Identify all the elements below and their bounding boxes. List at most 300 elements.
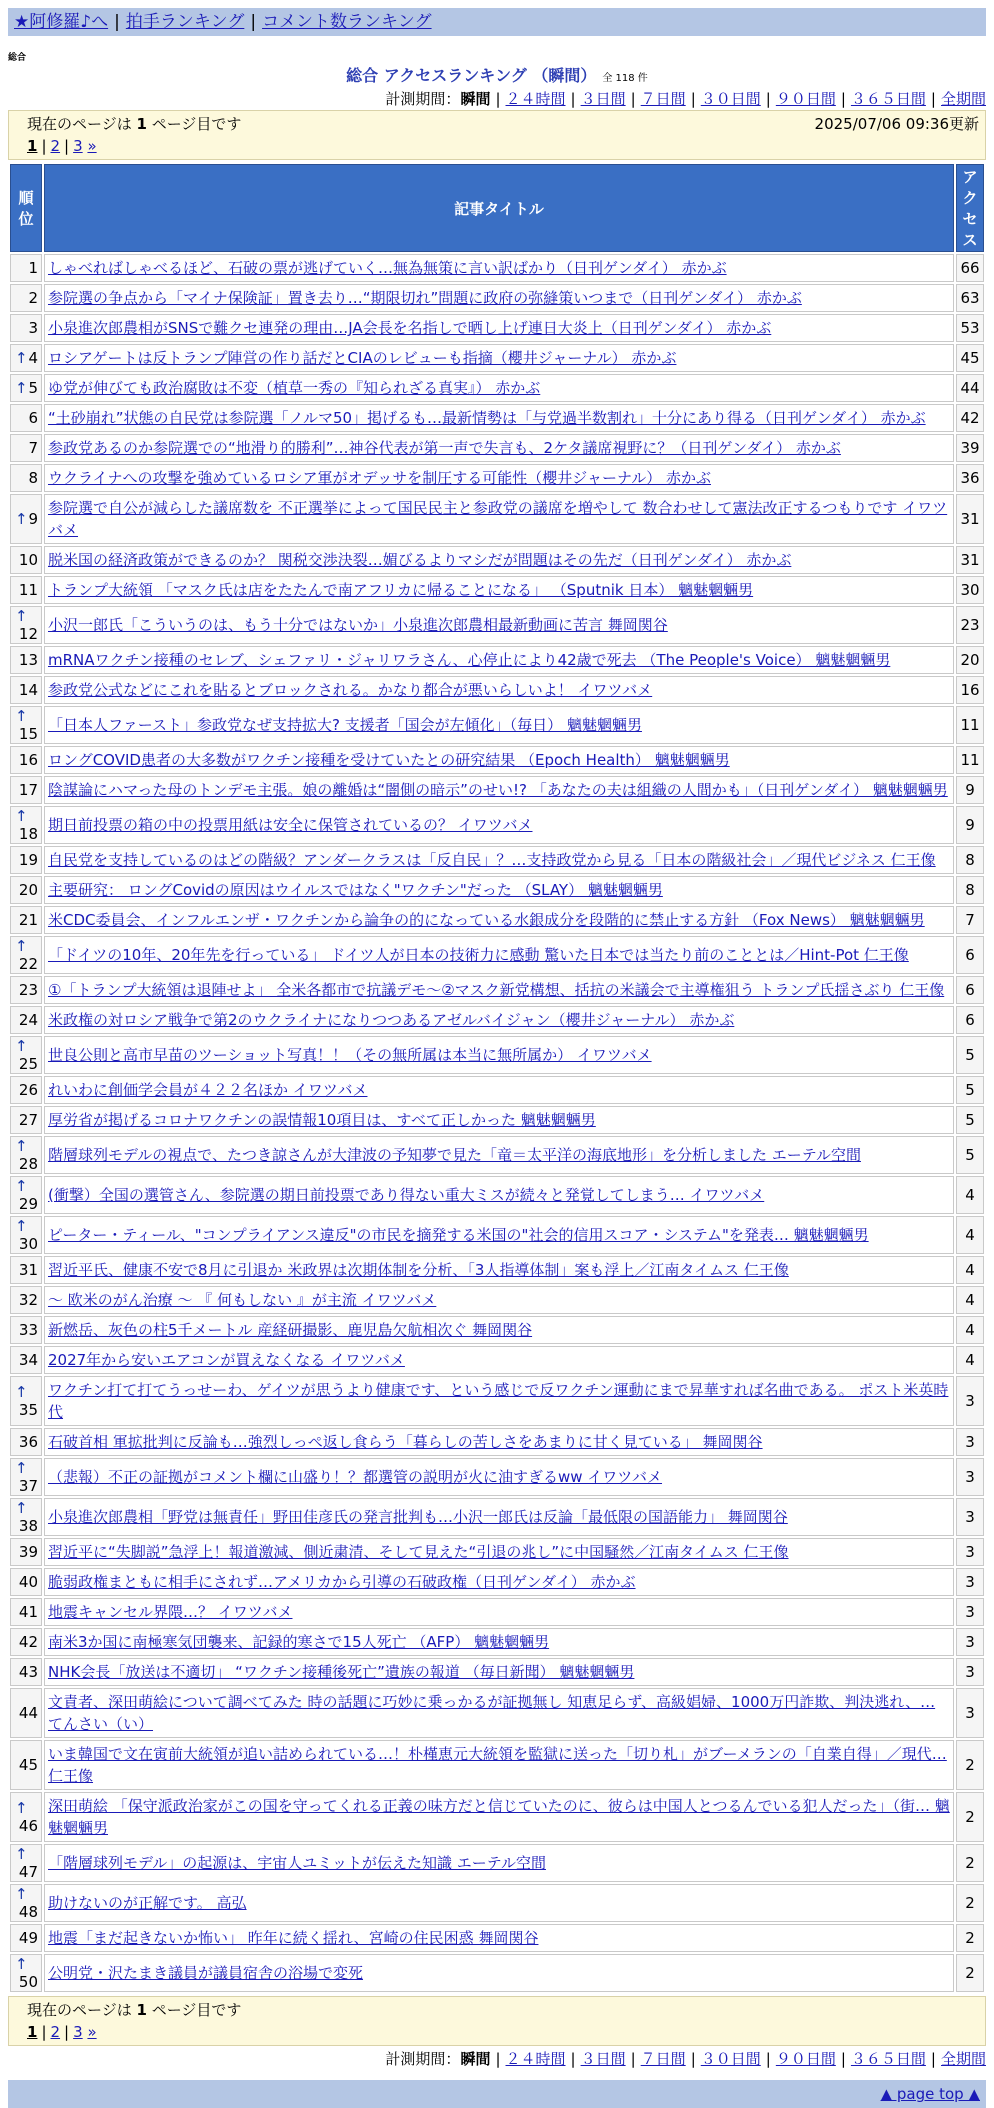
table-row [10,1286,984,1314]
article-link[interactable]: 参院選で自公が減らした議席数を 不正選挙によって国民民主と参政党の議席を増やして 数合わせして憲法改正するつもりです イワツバメ [48,499,948,539]
article-link[interactable]: ロシアゲートは反トランプ陣営の作り話だとCIAのレビューも指摘（櫻井ジャーナル） 赤かぶ [48,349,677,367]
ranking-heading [0,64,994,88]
access-count: 3 [956,1428,984,1456]
title-cell [44,1346,954,1374]
rank-number: 3 [28,319,38,337]
page-link-3[interactable]: 3 [73,2023,83,2041]
access-count: 5 [956,1076,984,1104]
article-link[interactable]: しゃべればしゃべるほど、石破の票が逃げていく…無為無策に言い訳ばかり（日刊ゲンダイ） 赤かぶ [48,259,727,277]
rank-cell [10,1740,42,1790]
title-cell [44,1498,954,1536]
nav-link-comment-ranking[interactable]: コメント数ランキング [262,12,432,32]
period-option-4[interactable]: ３０日間 [700,90,761,108]
period-option-5[interactable]: ９０日間 [775,2050,836,2068]
rank-number: 4 [28,349,38,367]
rank-cell [10,1256,42,1284]
article-link[interactable]: 小沢一郎氏「こういうのは、もう十分ではないか」小泉進次郎農相最新動画に苦言 舞岡関谷 [48,616,668,634]
table-row [10,254,984,282]
rank-up-arrow-icon: ↑ [15,1885,28,1903]
title-cell [44,876,954,904]
rank-number: 5 [28,379,38,397]
table-row [10,776,984,804]
article-link[interactable]: （悲報）不正の証拠がコメント欄に山盛り！？都選管の説明が火に油すぎるww イワツバメ [48,1468,663,1486]
table-row [10,494,984,544]
rank-up-arrow-icon: ↑ [15,1955,28,1973]
rank-number: 43 [18,1663,38,1681]
period-separator: | [630,90,636,108]
article-link[interactable]: 期日前投票の箱の中の投票用紙は安全に保管されているの？ イワツバメ [48,816,533,834]
title-cell [44,646,954,674]
access-count: 9 [956,776,984,804]
rank-cell [10,1954,42,1992]
rank-cell [10,746,42,774]
access-count: 53 [956,314,984,342]
article-link[interactable]: 階層球列モデルの視点で、たつき諒さんが大津波の予知夢で見た「竜＝太平洋の海底地形」を分析しました エーテル空間 [48,1146,861,1164]
rank-number: 16 [18,751,38,769]
title-cell [44,1658,954,1686]
period-option-2[interactable]: ３日間 [580,90,626,108]
nav-link-asyura[interactable]: ★阿修羅♪へ [14,12,109,32]
page-link-2[interactable]: 2 [50,137,61,155]
access-count: 5 [956,1106,984,1134]
rank-number: 26 [18,1081,38,1099]
table-row [10,646,984,674]
rank-up-arrow-icon: ↑ [15,1845,28,1863]
article-link[interactable]: れいわに創価学会員が４２２名ほか イワツバメ [48,1081,368,1099]
rank-number: 10 [18,551,38,569]
period-option-0: 瞬間 [460,2050,491,2068]
table-row [10,1844,984,1882]
title-cell [44,676,954,704]
table-row [10,1106,984,1134]
access-count: 3 [956,1688,984,1738]
access-count: 2 [956,1884,984,1922]
rank-number: 35 [18,1401,38,1419]
article-link[interactable]: 新燃岳、灰色の柱5千メートル 産経研撮影、鹿児島欠航相次ぐ 舞岡関谷 [48,1321,533,1339]
access-count: 31 [956,494,984,544]
title-cell [44,776,954,804]
title-cell [44,1136,954,1174]
rank-cell [10,606,42,644]
rank-number: 21 [18,911,38,929]
rank-cell [10,464,42,492]
rank-cell [10,776,42,804]
article-link[interactable]: ～ 欧米のがん治療 ～ 『 何もしない 』が主流 イワツバメ [48,1291,437,1309]
rank-cell [10,1376,42,1426]
article-link[interactable]: 2027年から安いエアコンが買えなくなる イワツバメ [48,1351,405,1369]
access-count: 8 [956,846,984,874]
access-count: 2 [956,1924,984,1952]
rank-number: 23 [18,981,38,999]
rank-number: 41 [18,1603,38,1621]
title-cell [44,936,954,974]
access-count: 63 [956,284,984,312]
rank-up-arrow-icon: ↑ [15,1217,28,1235]
period-option-3[interactable]: ７日間 [640,2050,686,2068]
period-separator: | [840,90,846,108]
rank-number: 36 [18,1433,38,1451]
article-link[interactable]: ワクチン打て打てうっせーわ、ゲイツが思うより健康です、という感じで反ワクチン運動にまで昇華すれば名曲である。 ポスト米英時代 [48,1381,949,1421]
rank-number: 37 [18,1477,38,1495]
rank-cell [10,314,42,342]
title-cell [44,344,954,372]
article-link[interactable]: “土砂崩れ”状態の自民党は参院選「ノルマ50」掲げるも…最新情勢は「与党過半数割れ」十分にあり得る（日刊ゲンダイ） 赤かぶ [48,409,926,427]
rank-cell [10,1176,42,1214]
article-link[interactable]: ロングCOVID患者の大多数がワクチン接種を受けていたとの研究結果 （Epoch Health） 魑魅魍魎男 [48,751,730,769]
rank-cell [10,404,42,432]
rank-cell [10,1136,42,1174]
title-cell [44,1740,954,1790]
title-cell [44,404,954,432]
table-row [10,1884,984,1922]
page-separator: | [41,2023,47,2041]
period-selector-bottom [0,2048,986,2070]
rank-number: 7 [28,439,38,457]
rank-number: 38 [18,1517,38,1535]
table-row [10,284,984,312]
nav-separator: | [250,12,257,32]
access-count: 39 [956,434,984,462]
article-link[interactable]: トランプ大統領 「マスク氏は店をたたんで南アフリカに帰ることになる」 （Sputnik 日本） 魑魅魍魎男 [48,581,754,599]
category-label: 総合 [8,53,27,63]
access-count: 2 [956,1740,984,1790]
access-count: 6 [956,936,984,974]
rank-cell [10,1346,42,1374]
article-link[interactable]: 文責者、深田萌絵について調べてみた 時の話題に巧妙に乗っかるが証拠無し 知恵足らず、高級娼婦、1000万円詐欺、判決逃れ、… てんさい（い） [48,1693,936,1733]
title-cell [44,284,954,312]
access-count: 4 [956,1216,984,1254]
article-link[interactable]: 小泉進次郎農相がSNSで難クセ連発の理由…JA会長を名指しで晒し上げ連日大炎上（日刊ゲンダイ） 赤かぶ [48,319,772,337]
rank-cell [10,1568,42,1596]
page-top-link[interactable]: ▲ page top ▲ [880,2085,980,2103]
access-count: 36 [956,464,984,492]
table-row [10,846,984,874]
table-row [10,1568,984,1596]
access-count: 4 [956,1286,984,1314]
rank-cell [10,1628,42,1656]
rank-number: 12 [18,625,38,643]
rank-cell [10,284,42,312]
table-row [10,876,984,904]
rank-number: 11 [18,581,38,599]
title-cell [44,1538,954,1566]
article-link[interactable]: 米政権の対ロシア戦争で第2のウクライナになりつつあるアゼルバイジャン（櫻井ジャーナル） 赤かぶ [48,1011,735,1029]
title-cell [44,546,954,574]
period-option-3[interactable]: ７日間 [640,90,686,108]
title-cell [44,706,954,744]
page-separator: | [64,2023,70,2041]
table-row [10,1924,984,1952]
rank-number: 15 [18,725,38,743]
period-separator: | [930,2050,936,2068]
table-row [10,434,984,462]
table-row [10,464,984,492]
period-separator: | [495,90,501,108]
column-header-access: アクセス [956,164,984,252]
rank-number: 24 [18,1011,38,1029]
title-cell [44,1106,954,1134]
period-separator: | [930,90,936,108]
title-cell [44,1884,954,1922]
title-cell [44,1568,954,1596]
period-option-2[interactable]: ３日間 [580,2050,626,2068]
rank-cell [10,576,42,604]
table-row [10,1346,984,1374]
title-cell [44,1954,954,1992]
table-row [10,1216,984,1254]
nav-link-clap-ranking[interactable]: 拍手ランキング [125,12,245,32]
period-option-7[interactable]: 全期間 [940,90,986,108]
rank-up-arrow-icon: ↑ [15,937,28,955]
article-link[interactable]: 公明党・沢たまき議員が議員宿舎の浴場で変死 [48,1964,364,1982]
rank-number: 40 [18,1573,38,1591]
article-link[interactable]: mRNAワクチン接種のセレブ、シェファリ・ジャリワラさん、心停止により42歳で死去 （The People's Voice） 魑魅魍魎男 [48,651,891,669]
table-row [10,1628,984,1656]
article-link[interactable]: 脆弱政権まともに相手にされず…アメリカから引導の石破政権（日刊ゲンダイ） 赤かぶ [48,1573,636,1591]
table-row [10,374,984,402]
article-link[interactable]: ウクライナへの攻撃を強めているロシア軍がオデッサを制圧する可能性（櫻井ジャーナル） 赤かぶ [48,469,711,487]
rank-number: 44 [18,1704,38,1722]
access-count: 11 [956,746,984,774]
access-count: 4 [956,1176,984,1214]
rank-cell [10,1006,42,1034]
title-cell [44,1286,954,1314]
period-separator: | [570,90,576,108]
access-count: 3 [956,1628,984,1656]
rank-cell [10,1498,42,1536]
table-row [10,706,984,744]
rank-up-arrow-icon: ↑ [15,510,28,528]
title-cell [44,606,954,644]
article-link[interactable]: 参院選の争点から「マイナ保険証」置き去り…“期限切れ”問題に政府の弥縫策いつまで（日刊ゲンダイ） 赤かぶ [48,289,802,307]
rank-number: 34 [18,1351,38,1369]
rank-number: 28 [18,1155,38,1173]
article-link[interactable]: 厚労省が掲げるコロナワクチンの誤情報10項目は、すべて正しかった 魑魅魍魎男 [48,1111,596,1129]
table-row [10,1376,984,1426]
access-count: 16 [956,676,984,704]
rank-number: 45 [18,1756,38,1774]
article-link[interactable]: 南米3か国に南極寒気団襲来、記録的寒さで15人死亡 （AFP） 魑魅魍魎男 [48,1633,550,1651]
page-link-next[interactable]: » [87,137,97,155]
article-link[interactable]: 米CDC委員会、インフルエンザ・ワクチンから論争の的になっている水銀成分を段階的に禁止する方針 （Fox News） 魑魅魍魎男 [48,911,925,929]
article-link[interactable]: ピーター・ティール、"コンプライアンス違反"の市民を摘発する米国の"社会的信用スコア・システム"を発表… 魑魅魍魎男 [48,1226,869,1244]
period-option-0: 瞬間 [460,90,491,108]
title-cell [44,434,954,462]
rank-cell [10,1884,42,1922]
title-cell [44,1176,954,1214]
title-cell [44,1216,954,1254]
rank-cell [10,1538,42,1566]
article-link[interactable]: 習近平氏、健康不安で8月に引退か 米政界は次期体制を分析、「3人指導体制」案も浮上／江南タイムス 仁王像 [48,1261,789,1279]
rank-cell [10,846,42,874]
article-link[interactable]: 地震「まだ起きないか怖い」 昨年に続く揺れ、宮崎の住民困惑 舞岡関谷 [48,1929,539,1947]
article-link[interactable]: NHK会長「放送は不適切」 “ワクチン接種後死亡”遺族の報道 （毎日新聞） 魑魅魍魎男 [48,1663,635,1681]
access-count: 5 [956,1036,984,1074]
period-separator: | [690,90,696,108]
access-count: 4 [956,1316,984,1344]
access-count: 3 [956,1538,984,1566]
rank-number: 47 [18,1863,38,1881]
rank-cell [10,546,42,574]
article-link[interactable]: 自民党を支持しているのはどの階級？アンダークラスは「反自民」？…支持政党から見る「日本の階級社会」／現代ビジネス 仁王像 [48,851,936,869]
rank-number: 25 [18,1055,38,1073]
table-row [10,606,984,644]
title-cell [44,1792,954,1842]
rank-up-arrow-icon: ↑ [15,807,28,825]
period-option-1[interactable]: ２４時間 [505,2050,566,2068]
rank-cell [10,1216,42,1254]
table-row [10,1428,984,1456]
access-count: 3 [956,1568,984,1596]
access-count: 31 [956,546,984,574]
article-link[interactable]: 主要研究： ロングCovidの原因はウイルスではなく"ワクチン"だった （SLAY） 魑魅魍魎男 [48,881,663,899]
article-link[interactable]: 世良公則と高市早苗のツーショット写真！！（その無所属は本当に無所属か） イワツバメ [48,1046,652,1064]
access-count: 45 [956,344,984,372]
rank-number: 27 [18,1111,38,1129]
access-count: 3 [956,1498,984,1536]
rank-cell [10,676,42,704]
ranking-table [8,162,986,1994]
title-cell [44,1598,954,1626]
table-row [10,1076,984,1104]
title-cell [44,254,954,282]
table-row [10,1498,984,1536]
rank-cell [10,494,42,544]
period-separator: | [630,2050,636,2068]
period-option-1[interactable]: ２４時間 [505,90,566,108]
rank-up-arrow-icon: ↑ [15,1499,28,1517]
article-link[interactable]: 習近平に“失脚説”急浮上！報道激減、側近粛清、そして見えた“引退の兆し”に中国騒然／江南タイムス 仁王像 [48,1543,789,1561]
page-link-next[interactable]: » [87,2023,97,2041]
table-row [10,1036,984,1074]
access-count: 30 [956,576,984,604]
rank-number: 50 [18,1973,38,1991]
page-title: 総合 アクセスランキング （瞬間） [346,66,597,85]
table-row [10,404,984,432]
table-row [10,1658,984,1686]
rank-cell [10,1658,42,1686]
title-cell [44,746,954,774]
title-cell [44,976,954,1004]
table-row [10,1316,984,1344]
title-cell [44,1628,954,1656]
page-link-2[interactable]: 2 [50,2023,61,2041]
title-cell [44,1688,954,1738]
access-count: 6 [956,1006,984,1034]
rank-number: 31 [18,1261,38,1279]
title-cell [44,314,954,342]
rank-number: 32 [18,1291,38,1309]
period-option-6[interactable]: ３６５日間 [850,90,926,108]
rank-number: 17 [18,781,38,799]
title-cell [44,846,954,874]
article-link[interactable]: 小泉進次郎農相「野党は無責任」野田佳彦氏の発言批判も…小沢一郎氏は反論「最低限の国語能力」 舞岡関谷 [48,1508,788,1526]
article-link[interactable]: 脱米国の経済政策ができるのか？ 関税交渉決裂…媚びるよりマシだが問題はその先だ（日刊ゲンダイ） 赤かぶ [48,551,792,569]
table-row [10,1136,984,1174]
title-cell [44,1036,954,1074]
period-option-6[interactable]: ３６５日間 [850,2050,926,2068]
top-navigation [8,8,986,36]
period-separator: | [840,2050,846,2068]
page-link-3[interactable]: 3 [73,137,83,155]
rank-cell [10,1076,42,1104]
column-header-rank: 順位 [10,164,42,252]
article-link[interactable]: 陰謀論にハマった母のトンデモ主張。娘の離婚は“闇側の暗示”のせい!? 「あなたの夫は組織の人間かも」（日刊ゲンダイ） 魑魅魍魎男 [48,781,948,799]
article-link[interactable]: ゆ党が伸びても政治腐敗は不変（植草一秀の『知られざる真実』） 赤かぶ [48,379,541,397]
access-count: 3 [956,1598,984,1626]
article-link[interactable]: 地震キャンセル界隈…？ イワツバメ [48,1603,293,1621]
article-link[interactable]: 「ドイツの10年、20年先を行っている」 ドイツ人が日本の技術力に感動 驚いた日本では当たり前のこととは／Hint-Pot 仁王像 [48,946,909,964]
access-count: 3 [956,1458,984,1496]
period-option-4[interactable]: ３０日間 [700,2050,761,2068]
title-cell [44,1076,954,1104]
article-link[interactable]: 石破首相 軍拡批判に反論も…強烈しっぺ返し食らう「暮らしの苦しさをあまりに甘く見ている」 舞岡関谷 [48,1433,763,1451]
table-row [10,546,984,574]
access-count: 66 [956,254,984,282]
rank-cell [10,374,42,402]
table-row [10,576,984,604]
title-cell [44,494,954,544]
rank-number: 6 [28,409,38,427]
rank-number: 33 [18,1321,38,1339]
rank-cell [10,1924,42,1952]
article-link[interactable]: 助けないのが正解です。 高弘 [48,1894,247,1912]
rank-number: 1 [28,259,38,277]
title-cell [44,464,954,492]
title-cell [44,1428,954,1456]
rank-number: 39 [18,1543,38,1561]
rank-cell [10,1598,42,1626]
table-row [10,1740,984,1790]
access-count: 8 [956,876,984,904]
access-count: 7 [956,906,984,934]
article-link[interactable]: ①「トランプ大統領は退陣せよ」 全米各都市で抗議デモ～②マスク新党構想、括抗の米議会で主導権狙う トランプ氏揺さぶり 仁王像 [48,981,945,999]
title-cell [44,906,954,934]
period-option-7[interactable]: 全期間 [940,2050,986,2068]
table-row [10,806,984,844]
table-row [10,976,984,1004]
rank-cell [10,1792,42,1842]
table-row [10,1688,984,1738]
rank-up-arrow-icon: ↑ [15,1177,28,1195]
table-row [10,1176,984,1214]
article-link[interactable]: 「階層球列モデル」の起源は、宇宙人ユミットが伝えた知識 エーテル空間 [48,1854,546,1872]
page-separator: | [64,137,70,155]
rank-cell [10,806,42,844]
access-count: 44 [956,374,984,402]
article-link[interactable]: 「日本人ファースト」参政党なぜ支持拡大? 支援者「国会が左傾化」（毎日） 魑魅魍魎男 [48,716,642,734]
access-count: 3 [956,1658,984,1686]
title-cell [44,1006,954,1034]
table-row [10,746,984,774]
table-row [10,1792,984,1842]
rank-up-arrow-icon: ↑ [15,1459,28,1477]
table-row [10,906,984,934]
article-link[interactable]: 参政党公式などにこれを貼るとブロックされる。かなり都合が悪いらしいよ！ イワツバメ [48,681,653,699]
article-link[interactable]: 参政党あるのか参院選での“地滑り的勝利”…神谷代表が第一声で失言も、2ケタ議席視野に？（日刊ゲンダイ） 赤かぶ [48,439,841,457]
access-count: 2 [956,1954,984,1992]
rank-number: 46 [18,1817,38,1835]
period-option-5[interactable]: ９０日間 [775,90,836,108]
table-row [10,676,984,704]
rank-number: 22 [18,955,38,973]
article-link[interactable]: (衝撃）全国の選管さん、参院選の期日前投票であり得ない重大ミスが続々と発覚してしまう… イワツバメ [48,1186,765,1204]
rank-cell [10,344,42,372]
access-count: 5 [956,1136,984,1174]
article-link[interactable]: いま韓国で文在寅前大統領が追い詰められている…！朴槿恵元大統領を監獄に送った「切り札」がブーメランの「自業自得」／現代… 仁王像 [48,1745,947,1785]
access-count: 6 [956,976,984,1004]
article-link[interactable]: 深田萌絵 「保守派政治家がこの国を守ってくれる正義の味方だと信じていたのに、彼らは中国人とつるんでいる犯人だった」（街… 魑魅魍魎男 [48,1797,950,1837]
